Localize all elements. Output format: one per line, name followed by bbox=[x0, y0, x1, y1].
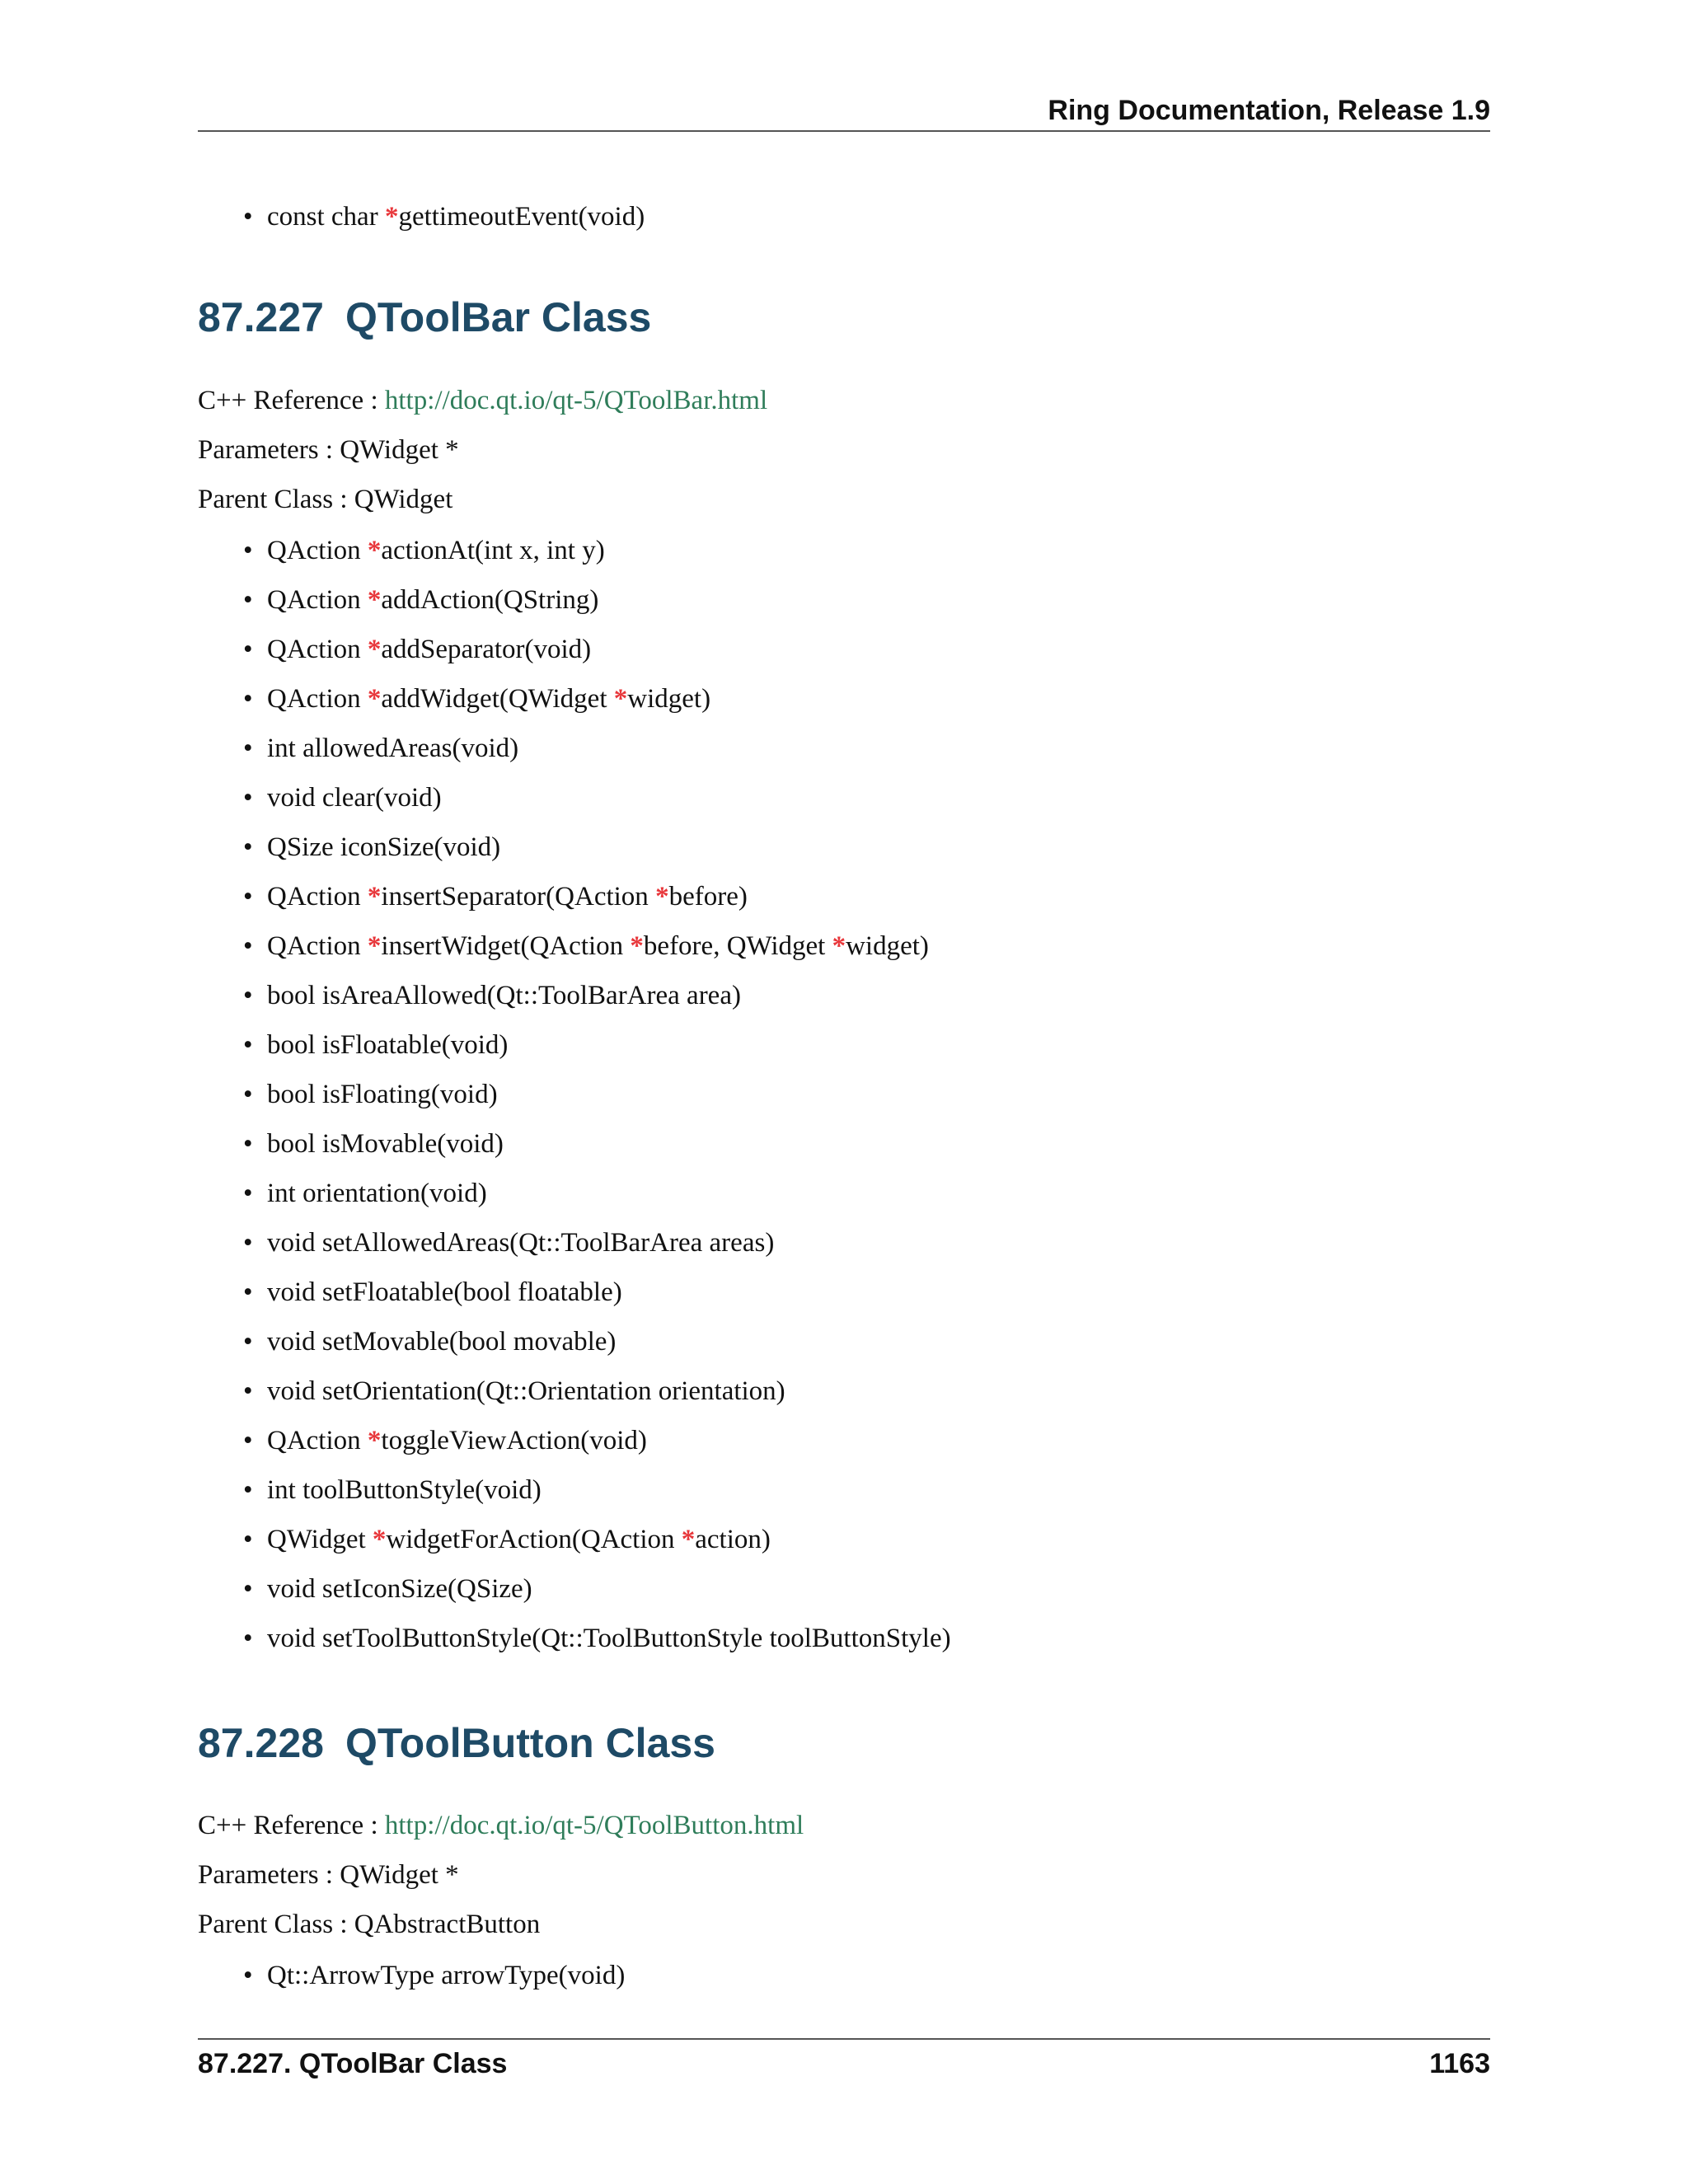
bullet: • bbox=[243, 1426, 253, 1455]
bullet: • bbox=[243, 536, 253, 565]
parameters-qtoolbar: Parameters : QWidget * bbox=[198, 435, 459, 465]
bullet: • bbox=[243, 1080, 253, 1109]
method-item: • void setOrientation(Qt::Orientation orientation) bbox=[198, 1366, 951, 1416]
bullet: • bbox=[243, 733, 253, 763]
bullet: • bbox=[243, 585, 253, 615]
method-item: • void setToolButtonStyle(Qt::ToolButtonStyle toolButtonStyle) bbox=[198, 1614, 951, 1663]
bullet: • bbox=[243, 1574, 253, 1604]
method-item: • int toolButtonStyle(void) bbox=[198, 1465, 951, 1515]
method-item: • void setAllowedAreas(Qt::ToolBarArea areas) bbox=[198, 1218, 951, 1268]
section-heading-qtoolbutton: 87.228 QToolButton Class bbox=[198, 1720, 715, 1766]
method-list-qtoolbutton bbox=[198, 1951, 625, 2000]
bullet: • bbox=[243, 1525, 253, 1554]
method-item: • QAction *addSeparator(void) bbox=[198, 625, 951, 674]
reference-link[interactable]: http://doc.qt.io/qt-5/QToolButton.html bbox=[384, 1811, 804, 1840]
bullet: • bbox=[243, 832, 253, 862]
reference-link[interactable]: http://doc.qt.io/qt-5/QToolBar.html bbox=[384, 386, 768, 415]
section-heading-qtoolbar: 87.227 QToolBar Class bbox=[198, 294, 652, 340]
bullet: • bbox=[243, 1475, 253, 1505]
method-item: • bool isFloatable(void) bbox=[198, 1020, 951, 1070]
bullet: • bbox=[243, 783, 253, 813]
method-item: • bool isAreaAllowed(Qt::ToolBarArea area) bbox=[198, 971, 951, 1020]
method-item: • QAction *addAction(QString) bbox=[198, 575, 951, 625]
method-item: • QAction *insertWidget(QAction *before, QWidget *widget) bbox=[198, 921, 951, 971]
method-item: • QAction *addWidget(QWidget *widget) bbox=[198, 674, 951, 724]
method-item: • int orientation(void) bbox=[198, 1169, 951, 1218]
bullet: • bbox=[243, 931, 253, 961]
method-item: • QWidget *widgetForAction(QAction *action) bbox=[198, 1515, 951, 1564]
method-list-qtoolbar bbox=[198, 526, 951, 1663]
bullet: • bbox=[243, 1376, 253, 1406]
bullet: • bbox=[243, 1327, 253, 1357]
method-item: • QAction *actionAt(int x, int y) bbox=[198, 526, 951, 575]
method-item: • bool isFloating(void) bbox=[198, 1070, 951, 1119]
method-item: • void setFloatable(bool floatable) bbox=[198, 1268, 951, 1317]
bullet: • bbox=[243, 981, 253, 1010]
intro-method-list bbox=[198, 192, 645, 241]
method-item: • QSize iconSize(void) bbox=[198, 823, 951, 872]
bullet: • bbox=[243, 1624, 253, 1653]
cpp-reference-qtoolbutton: C++ Reference : http://doc.qt.io/qt-5/QToolButton.html bbox=[198, 1811, 804, 1840]
page-number: 1163 bbox=[1429, 2048, 1490, 2079]
bullet: • bbox=[243, 1961, 253, 1990]
method-item: • void setMovable(bool movable) bbox=[198, 1317, 951, 1366]
footer-rule bbox=[198, 2038, 1490, 2040]
method-item: • QAction *toggleViewAction(void) bbox=[198, 1416, 951, 1465]
cpp-reference-qtoolbar: C++ Reference : http://doc.qt.io/qt-5/QToolBar.html bbox=[198, 386, 768, 415]
document-page bbox=[198, 0, 1490, 2184]
method-item: • void clear(void) bbox=[198, 773, 951, 823]
bullet: • bbox=[243, 1228, 253, 1258]
bullet: • bbox=[243, 202, 253, 232]
method-item: • const char *gettimeoutEvent(void) bbox=[198, 192, 645, 241]
running-header: Ring Documentation, Release 1.9 bbox=[1048, 95, 1490, 126]
bullet: • bbox=[243, 1277, 253, 1307]
bullet: • bbox=[243, 1030, 253, 1060]
bullet: • bbox=[243, 882, 253, 912]
method-item: • Qt::ArrowType arrowType(void) bbox=[198, 1951, 625, 2000]
parent-class-qtoolbar: Parent Class : QWidget bbox=[198, 485, 453, 514]
method-item: • QAction *insertSeparator(QAction *before) bbox=[198, 872, 951, 921]
method-item: • int allowedAreas(void) bbox=[198, 724, 951, 773]
parameters-qtoolbutton: Parameters : QWidget * bbox=[198, 1860, 459, 1890]
parent-class-qtoolbutton: Parent Class : QAbstractButton bbox=[198, 1910, 541, 1939]
bullet: • bbox=[243, 635, 253, 664]
bullet: • bbox=[243, 1129, 253, 1159]
footer-section: 87.227. QToolBar Class bbox=[198, 2048, 508, 2079]
header-rule bbox=[198, 130, 1490, 132]
method-item: • bool isMovable(void) bbox=[198, 1119, 951, 1169]
page-footer bbox=[198, 2044, 1490, 2083]
bullet: • bbox=[243, 1179, 253, 1208]
bullet: • bbox=[243, 684, 253, 714]
method-item: • void setIconSize(QSize) bbox=[198, 1564, 951, 1614]
